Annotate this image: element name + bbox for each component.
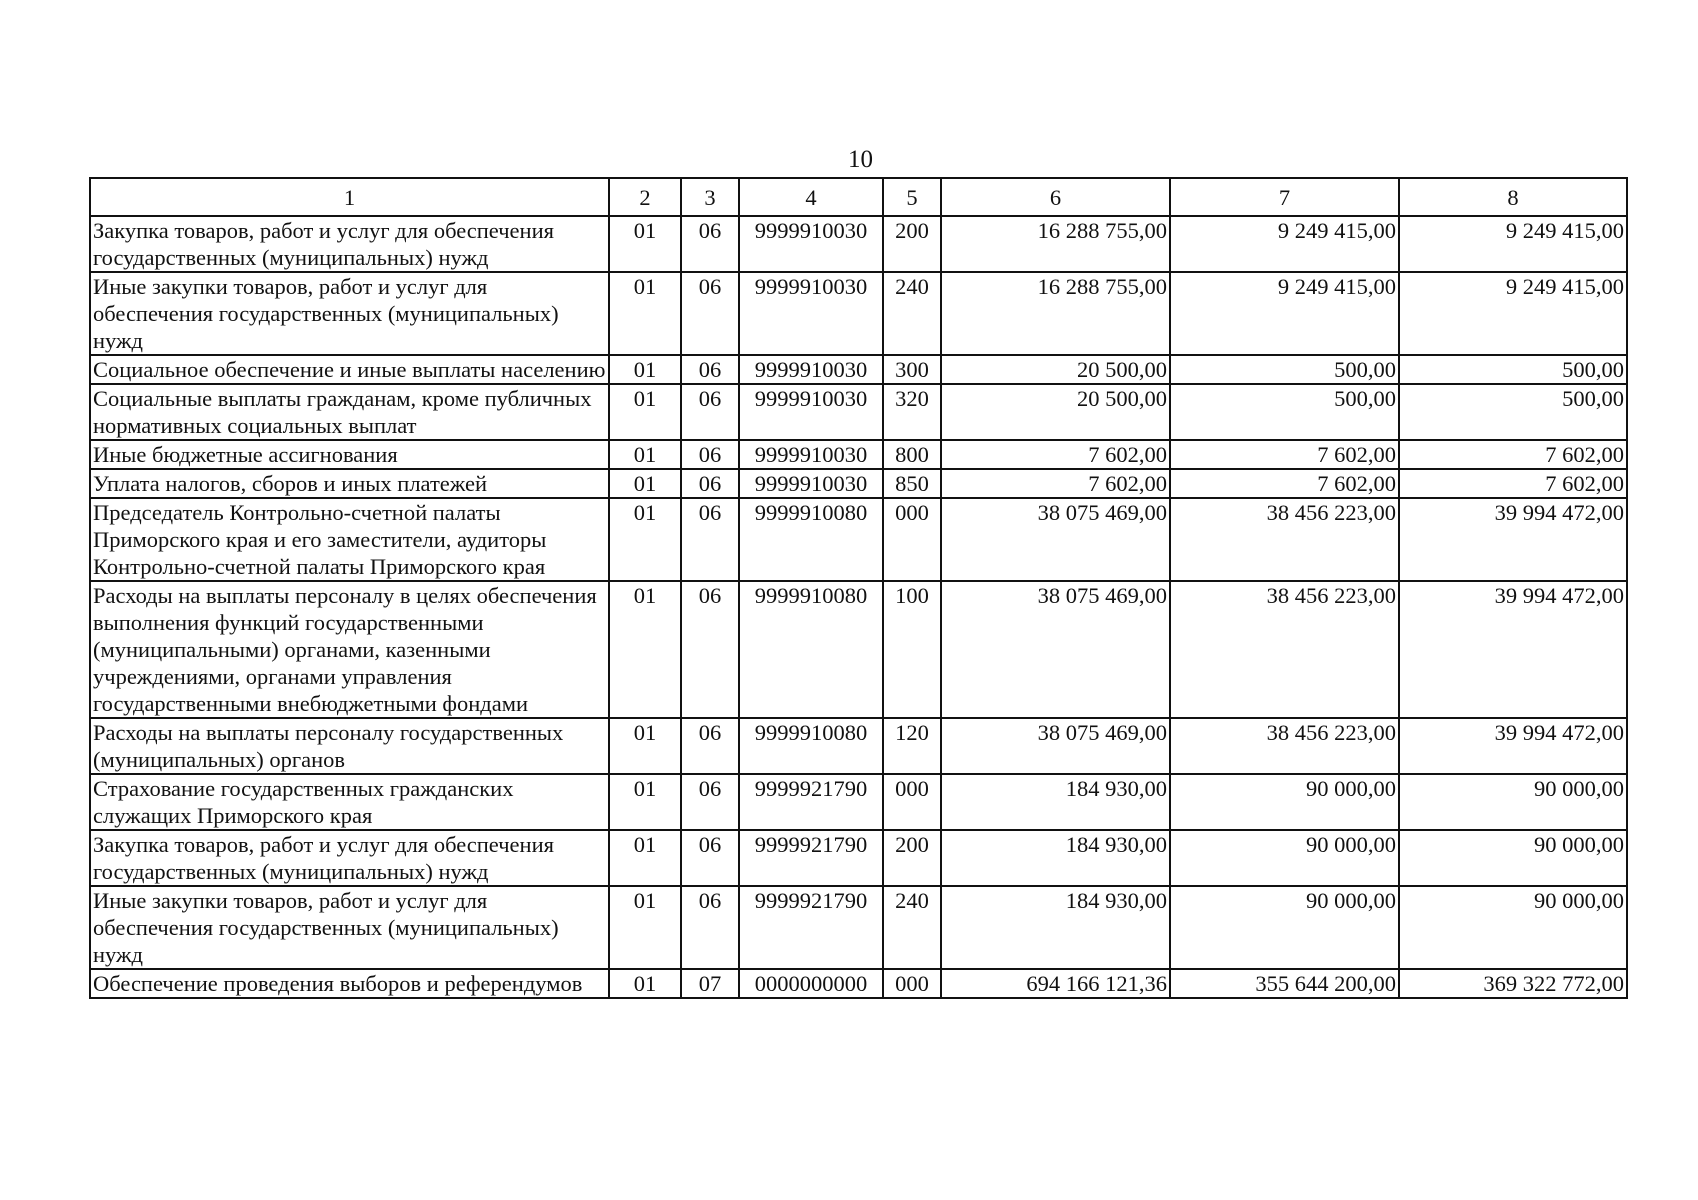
target-article-cell: 9999910030	[739, 216, 883, 272]
section-code-cell: 01	[609, 469, 681, 498]
subsection-code-cell: 06	[681, 581, 739, 718]
amount-col-6: 38 075 469,00	[941, 498, 1170, 581]
row-name-cell: Обеспечение проведения выборов и референдумов	[90, 969, 609, 998]
row-name-cell: Иные закупки товаров, работ и услуг для обеспечения государственных (муниципальных) нужд	[90, 272, 609, 355]
budget-table	[89, 177, 1628, 999]
row-name-cell: Иные бюджетные ассигнования	[90, 440, 609, 469]
target-article-cell: 9999910080	[739, 718, 883, 774]
amount-col-6: 38 075 469,00	[941, 581, 1170, 718]
header-col-5: 5	[883, 178, 941, 216]
amount-col-8: 39 994 472,00	[1399, 718, 1627, 774]
section-code-cell: 01	[609, 272, 681, 355]
row-name-cell: Расходы на выплаты персоналу государственных (муниципальных) органов	[90, 718, 609, 774]
expense-type-cell: 240	[883, 272, 941, 355]
table-row	[90, 830, 1627, 886]
target-article-cell: 9999910080	[739, 581, 883, 718]
amount-col-7: 90 000,00	[1170, 774, 1399, 830]
header-row	[90, 178, 1627, 216]
row-name-cell: Закупка товаров, работ и услуг для обеспечения государственных (муниципальных) нужд	[90, 216, 609, 272]
amount-col-6: 7 602,00	[941, 469, 1170, 498]
amount-col-8: 90 000,00	[1399, 830, 1627, 886]
target-article-cell: 9999910030	[739, 355, 883, 384]
amount-col-7: 38 456 223,00	[1170, 718, 1399, 774]
expense-type-cell: 200	[883, 216, 941, 272]
amount-col-6: 7 602,00	[941, 440, 1170, 469]
table-row	[90, 216, 1627, 272]
table-row	[90, 774, 1627, 830]
row-name-cell: Председатель Контрольно-счетной палаты Приморского края и его заместители, аудиторы Контрольно-счетной палаты Приморского края	[90, 498, 609, 581]
amount-col-7: 90 000,00	[1170, 830, 1399, 886]
amount-col-8: 39 994 472,00	[1399, 498, 1627, 581]
amount-col-8: 9 249 415,00	[1399, 216, 1627, 272]
table-row	[90, 886, 1627, 969]
target-article-cell: 9999921790	[739, 830, 883, 886]
amount-col-7: 500,00	[1170, 384, 1399, 440]
header-col-8: 8	[1399, 178, 1627, 216]
section-code-cell: 01	[609, 498, 681, 581]
amount-col-6: 16 288 755,00	[941, 216, 1170, 272]
table-row	[90, 581, 1627, 718]
table-header	[90, 178, 1627, 216]
header-col-1: 1	[90, 178, 609, 216]
section-code-cell: 01	[609, 440, 681, 469]
amount-col-8: 90 000,00	[1399, 774, 1627, 830]
row-name-cell: Социальное обеспечение и иные выплаты населению	[90, 355, 609, 384]
expense-type-cell: 000	[883, 774, 941, 830]
table-row	[90, 384, 1627, 440]
target-article-cell: 9999921790	[739, 774, 883, 830]
row-name-cell: Закупка товаров, работ и услуг для обеспечения государственных (муниципальных) нужд	[90, 830, 609, 886]
amount-col-6: 694 166 121,36	[941, 969, 1170, 998]
row-name-cell: Иные закупки товаров, работ и услуг для обеспечения государственных (муниципальных) нужд	[90, 886, 609, 969]
row-name-cell: Социальные выплаты гражданам, кроме публичных нормативных социальных выплат	[90, 384, 609, 440]
amount-col-8: 39 994 472,00	[1399, 581, 1627, 718]
row-name-cell: Уплата налогов, сборов и иных платежей	[90, 469, 609, 498]
amount-col-6: 20 500,00	[941, 355, 1170, 384]
subsection-code-cell: 06	[681, 718, 739, 774]
page-number: 10	[848, 146, 873, 173]
table-row	[90, 718, 1627, 774]
section-code-cell: 01	[609, 718, 681, 774]
table-row	[90, 272, 1627, 355]
header-col-7: 7	[1170, 178, 1399, 216]
amount-col-6: 20 500,00	[941, 384, 1170, 440]
amount-col-6: 16 288 755,00	[941, 272, 1170, 355]
target-article-cell: 9999910030	[739, 440, 883, 469]
target-article-cell: 9999910030	[739, 384, 883, 440]
subsection-code-cell: 06	[681, 469, 739, 498]
section-code-cell: 01	[609, 886, 681, 969]
amount-col-7: 9 249 415,00	[1170, 216, 1399, 272]
amount-col-7: 90 000,00	[1170, 886, 1399, 969]
section-code-cell: 01	[609, 830, 681, 886]
subsection-code-cell: 06	[681, 384, 739, 440]
section-code-cell: 01	[609, 774, 681, 830]
subsection-code-cell: 06	[681, 498, 739, 581]
header-col-3: 3	[681, 178, 739, 216]
table-row	[90, 355, 1627, 384]
section-code-cell: 01	[609, 581, 681, 718]
section-code-cell: 01	[609, 216, 681, 272]
table-row	[90, 498, 1627, 581]
expense-type-cell: 000	[883, 969, 941, 998]
section-code-cell: 01	[609, 355, 681, 384]
amount-col-6: 38 075 469,00	[941, 718, 1170, 774]
row-name-cell: Расходы на выплаты персоналу в целях обеспечения выполнения функций государственными (муниципальными) органами, казенными учреждениями, органами управления государственными внебюджетными фондами	[90, 581, 609, 718]
amount-col-8: 7 602,00	[1399, 469, 1627, 498]
header-col-2: 2	[609, 178, 681, 216]
amount-col-7: 9 249 415,00	[1170, 272, 1399, 355]
table-row	[90, 440, 1627, 469]
amount-col-8: 7 602,00	[1399, 440, 1627, 469]
subsection-code-cell: 06	[681, 216, 739, 272]
amount-col-8: 369 322 772,00	[1399, 969, 1627, 998]
target-article-cell: 9999910030	[739, 469, 883, 498]
target-article-cell: 9999910080	[739, 498, 883, 581]
subsection-code-cell: 07	[681, 969, 739, 998]
subsection-code-cell: 06	[681, 774, 739, 830]
table-body	[90, 216, 1627, 998]
expense-type-cell: 300	[883, 355, 941, 384]
amount-col-7: 355 644 200,00	[1170, 969, 1399, 998]
table-row	[90, 469, 1627, 498]
row-name-cell: Страхование государственных гражданских служащих Приморского края	[90, 774, 609, 830]
amount-col-8: 500,00	[1399, 355, 1627, 384]
amount-col-8: 9 249 415,00	[1399, 272, 1627, 355]
header-col-4: 4	[739, 178, 883, 216]
section-code-cell: 01	[609, 384, 681, 440]
amount-col-7: 38 456 223,00	[1170, 581, 1399, 718]
subsection-code-cell: 06	[681, 830, 739, 886]
target-article-cell: 9999921790	[739, 886, 883, 969]
expense-type-cell: 100	[883, 581, 941, 718]
amount-col-8: 90 000,00	[1399, 886, 1627, 969]
expense-type-cell: 200	[883, 830, 941, 886]
subsection-code-cell: 06	[681, 355, 739, 384]
amount-col-7: 500,00	[1170, 355, 1399, 384]
subsection-code-cell: 06	[681, 272, 739, 355]
amount-col-7: 7 602,00	[1170, 440, 1399, 469]
amount-col-6: 184 930,00	[941, 774, 1170, 830]
target-article-cell: 9999910030	[739, 272, 883, 355]
subsection-code-cell: 06	[681, 440, 739, 469]
table-row	[90, 969, 1627, 998]
amount-col-6: 184 930,00	[941, 830, 1170, 886]
expense-type-cell: 320	[883, 384, 941, 440]
expense-type-cell: 850	[883, 469, 941, 498]
section-code-cell: 01	[609, 969, 681, 998]
header-col-6: 6	[941, 178, 1170, 216]
amount-col-6: 184 930,00	[941, 886, 1170, 969]
expense-type-cell: 120	[883, 718, 941, 774]
amount-col-7: 38 456 223,00	[1170, 498, 1399, 581]
amount-col-7: 7 602,00	[1170, 469, 1399, 498]
subsection-code-cell: 06	[681, 886, 739, 969]
amount-col-8: 500,00	[1399, 384, 1627, 440]
expense-type-cell: 240	[883, 886, 941, 969]
expense-type-cell: 000	[883, 498, 941, 581]
expense-type-cell: 800	[883, 440, 941, 469]
target-article-cell: 0000000000	[739, 969, 883, 998]
